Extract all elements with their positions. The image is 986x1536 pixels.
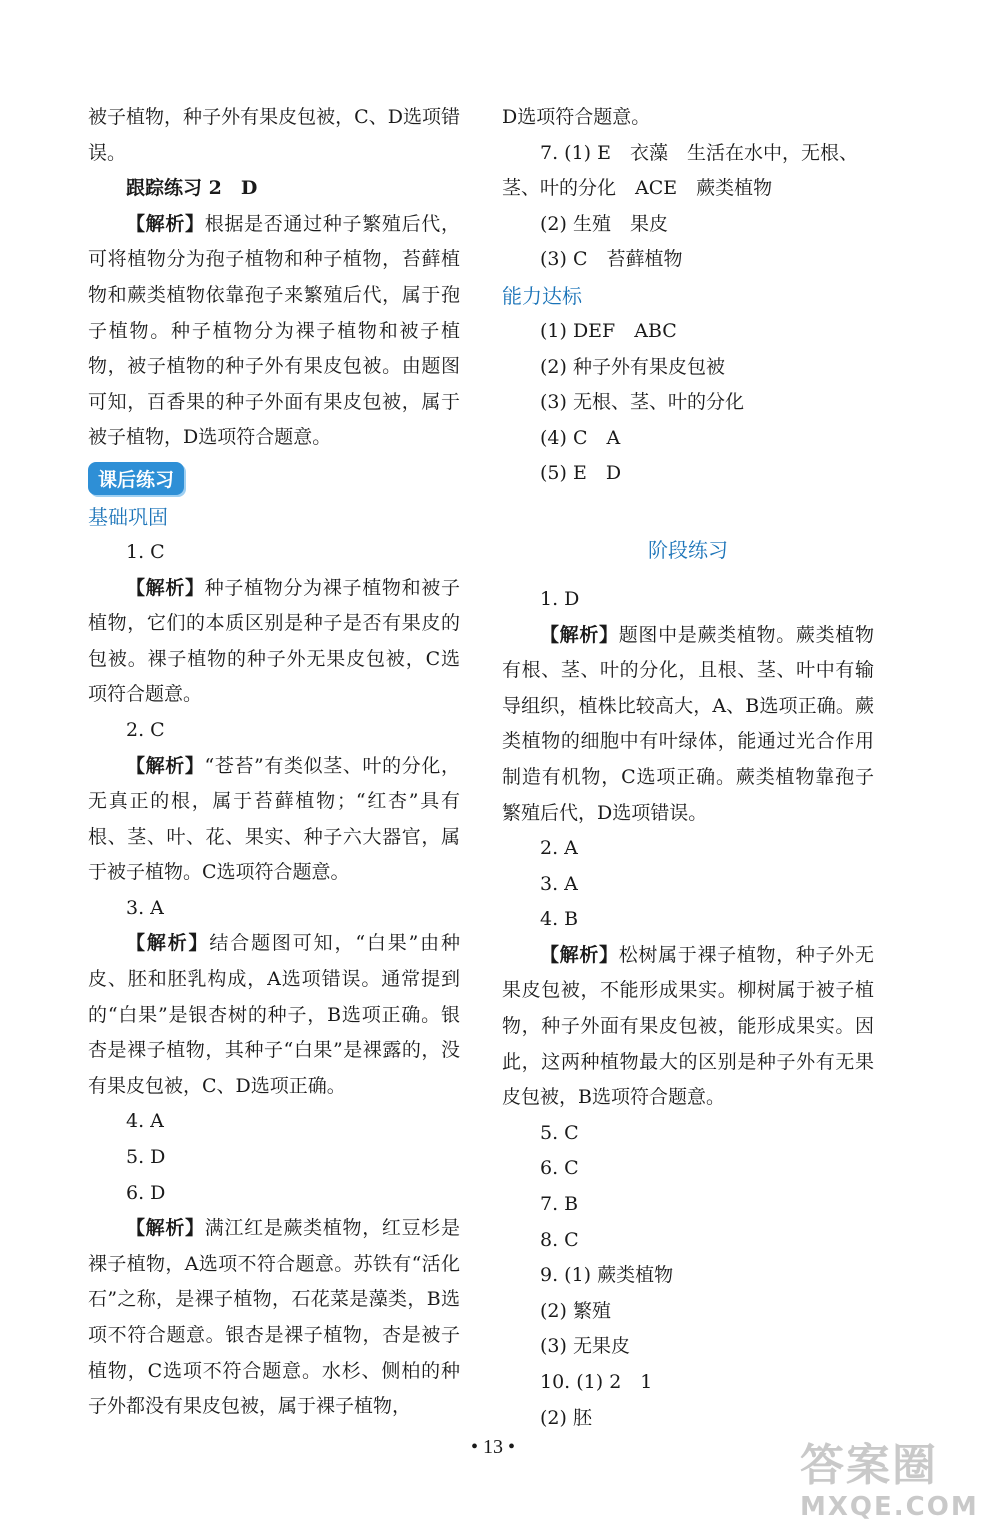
- stage-answer-10-2: (2) 胚: [540, 1406, 592, 1429]
- analysis-paragraph: [502, 618, 874, 832]
- watermark-line-2: MXQE.COM: [800, 1492, 979, 1522]
- answer-q5: 5. D: [126, 1146, 166, 1169]
- analysis-text: 松树属于裸子植物，种子外无果皮包被，不能形成果实。柳树属于被子植物，种子外面有果皮包被，能形成果实。因此，这两种植物最大的区别是种子外有无果皮包被，B选项符合题意。: [502, 943, 874, 1109]
- paragraph: 被子植物，种子外有果皮包被，C、D选项错误。: [88, 106, 460, 164]
- analysis-label: 【解析】: [126, 754, 205, 777]
- analysis-label: 【解析】: [126, 1217, 205, 1240]
- track-answer: D: [240, 177, 258, 200]
- page-number: • 13 •: [470, 1436, 515, 1458]
- spacer: [502, 492, 874, 532]
- answer-q3: 3. A: [126, 896, 164, 919]
- analysis-paragraph: [88, 926, 460, 1104]
- basics-heading: 基础巩固: [88, 504, 168, 529]
- ability-answer-2: (2) 种子外有果皮包被: [540, 355, 725, 378]
- answer-q4: 4. A: [126, 1110, 164, 1133]
- stage-answer-7: 7. B: [540, 1193, 579, 1216]
- stage-answer-5: 5. C: [540, 1121, 579, 1144]
- answer-q1: 1. C: [126, 540, 165, 563]
- analysis-paragraph: [88, 749, 460, 891]
- stage-answer-9-2: (2) 繁殖: [540, 1299, 611, 1322]
- analysis-text: 满江红是蕨类植物，红豆杉是裸子植物，A选项不符合题意。苏铁有“活化石”之称，是裸子植物，石花菜是藻类，B选项不符合题意。银杏是裸子植物，杏是被子植物，C选项不符合题意。水杉、侧柏的种子外都没有果皮包被，属于裸子植物，: [88, 1217, 460, 1418]
- left-column: [88, 100, 460, 1425]
- after-class-badge: 课后练习: [88, 462, 184, 495]
- stage-answer-10-1: 10. (1) 2 1: [540, 1371, 653, 1393]
- stage-answer-1: 1. D: [540, 587, 580, 610]
- analysis-text: 根据是否通过种子繁殖后代，可将植物分为孢子植物和种子植物，苔藓植物和蕨类植物依靠孢子来繁殖后代，属于孢子植物。种子植物分为裸子植物和被子植物，被子植物的种子外有果皮包被。由题图可知，百香果的种子外面有果皮包被，属于被子植物，D选项符合题意。: [88, 212, 460, 449]
- watermark-line-1: 答案圈: [800, 1440, 938, 1491]
- analysis-text: 结合题图可知，“白果”由种皮、胚和胚乳构成，A选项错误。通常提到的“白果”是银杏树的种子，B选项正确。银杏是裸子植物，其种子“白果”是裸露的，没有果皮包被，C、D选项正确。: [88, 932, 460, 1097]
- analysis-paragraph: [88, 207, 460, 456]
- analysis-label: 【解析】: [126, 576, 205, 599]
- answer-q2: 2. C: [126, 718, 165, 741]
- stage-answer-9-3: (3) 无果皮: [540, 1335, 630, 1358]
- stage-answer-9-1: 9. (1) 蕨类植物: [540, 1264, 674, 1287]
- answer-q7-2: (2) 生殖 果皮: [540, 212, 668, 235]
- analysis-label: 【解析】: [540, 623, 619, 646]
- stage-answer-3: 3. A: [540, 872, 578, 895]
- track-label: 跟踪练习 2: [126, 177, 222, 200]
- analysis-text: 种子植物分为裸子植物和被子植物，它们的本质区别是种子是否有果皮的包被。裸子植物的种子外无果皮包被，C选项符合题意。: [88, 576, 460, 706]
- ability-answer-4: (4) C A: [540, 426, 621, 449]
- watermark-logo: [800, 1440, 980, 1536]
- analysis-label: 【解析】: [126, 932, 210, 955]
- stage-answer-4: 4. B: [540, 908, 579, 931]
- analysis-paragraph: [88, 1211, 460, 1425]
- ability-heading: 能力达标: [502, 283, 582, 308]
- answer-q7-1: 7. (1) E 衣藻 生活在水中，无根、: [540, 141, 858, 164]
- answer-q7-3: (3) C 苔藓植物: [540, 248, 683, 271]
- ability-answer-1: (1) DEF ABC: [540, 319, 677, 342]
- ability-answer-3: (3) 无根、茎、叶的分化: [540, 391, 744, 414]
- paragraph: D选项符合题意。: [502, 106, 651, 128]
- stage-answer-8: 8. C: [540, 1228, 579, 1251]
- ability-answer-5: (5) E D: [540, 462, 622, 485]
- answer-q7-1-cont: 茎、叶的分化 ACE 蕨类植物: [502, 177, 773, 200]
- stage-practice-title: 阶段练习: [648, 537, 728, 562]
- analysis-paragraph: [88, 571, 460, 713]
- track-exercise-2: [88, 171, 460, 207]
- analysis-text: “苍苔”有类似茎、叶的分化，无真正的根，属于苔藓植物；“红杏”具有根、茎、叶、花、果实、种子六大器官，属于被子植物。C选项符合题意。: [88, 754, 460, 884]
- spacer: [502, 568, 874, 582]
- answer-q6: 6. D: [126, 1181, 166, 1204]
- right-column: [502, 100, 874, 1436]
- stage-answer-6: 6. C: [540, 1157, 579, 1180]
- analysis-label: 【解析】: [540, 943, 619, 966]
- stage-answer-2: 2. A: [540, 837, 578, 860]
- analysis-text: 题图中是蕨类植物。蕨类植物有根、茎、叶的分化，且根、茎、叶中有输导组织，植株比较高大，A、B选项正确。蕨类植物的细胞中有叶绿体，能通过光合作用制造有机物，C选项正确。蕨类植物靠孢子繁殖后代，D选项错误。: [502, 623, 874, 824]
- analysis-paragraph: [502, 938, 874, 1116]
- analysis-label: 【解析】: [126, 212, 205, 235]
